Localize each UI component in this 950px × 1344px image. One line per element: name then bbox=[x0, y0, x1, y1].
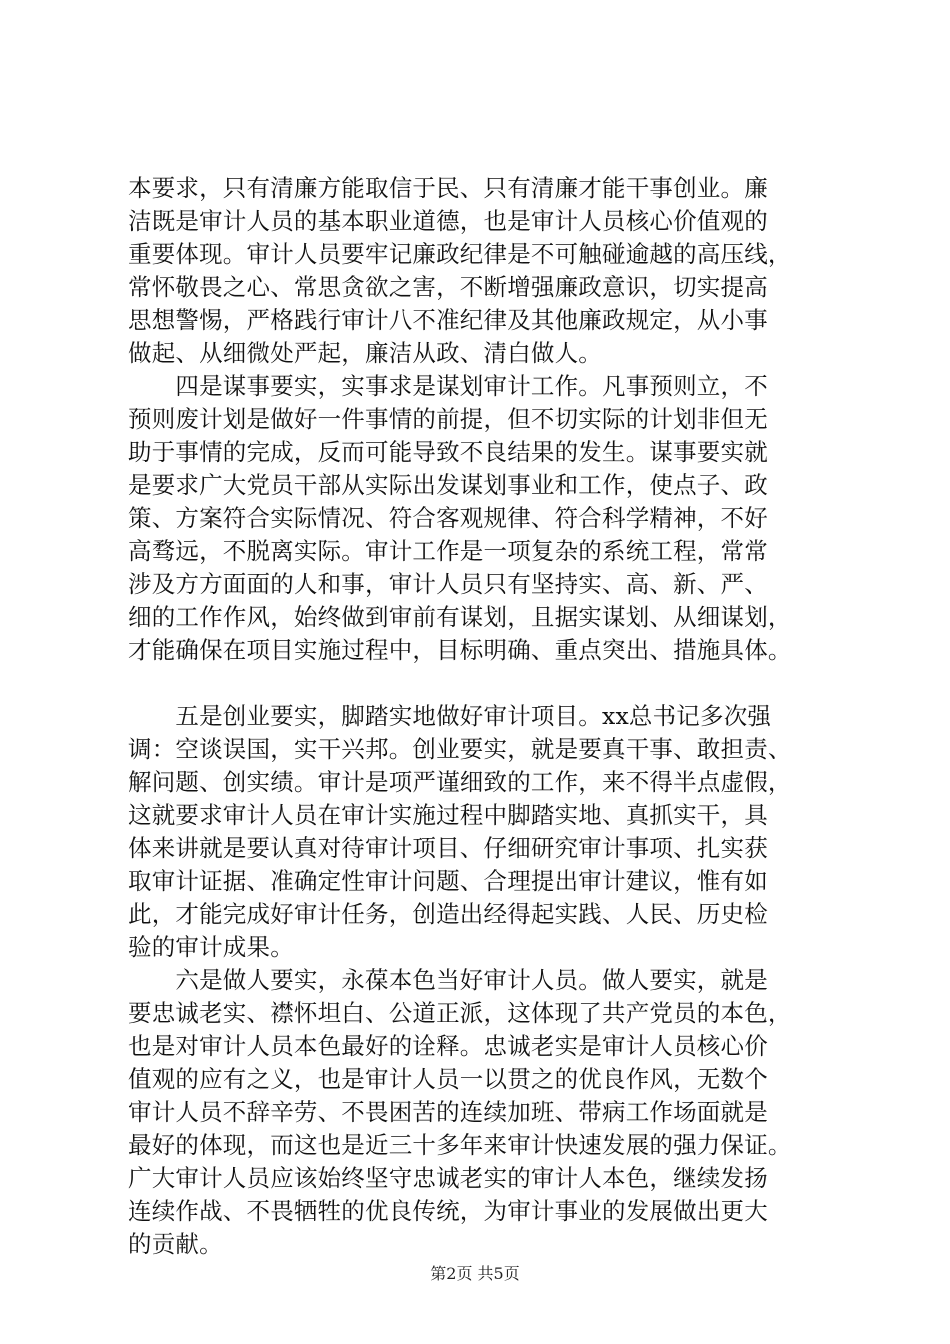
text-line: 涉及方方面面的人和事，审计人员只有坚持实、高、新、严、 bbox=[128, 570, 768, 598]
text-line: 值观的应有之义，也是审计人员一以贯之的优良作风，无数个 bbox=[128, 1065, 768, 1093]
text-line: 验的审计成果。 bbox=[128, 933, 294, 961]
text-line: 审计人员不辞辛劳、不畏困苦的连续加班、带病工作场面就是 bbox=[128, 1098, 768, 1126]
text-line: 预则废计划是做好一件事情的前提，但不切实际的计划非但无 bbox=[128, 405, 768, 433]
text-line: 本要求，只有清廉方能取信于民、只有清廉才能干事创业。廉 bbox=[128, 174, 768, 202]
text-line: 取审计证据、准确定性审计问题、合理提出审计建议，惟有如 bbox=[128, 867, 768, 895]
text-line: 助于事情的完成，反而可能导致不良结果的发生。谋事要实就 bbox=[128, 438, 768, 466]
text-line: 细的工作作风，始终做到审前有谋划，且据实谋划、从细谋划， bbox=[128, 603, 792, 631]
text-line: 体来讲就是要认真对待审计项目、仔细研究审计事项、扎实获 bbox=[128, 834, 768, 862]
text-line: 高骛远，不脱离实际。审计工作是一项复杂的系统工程，常常 bbox=[128, 537, 768, 565]
text-line: 四是谋事要实，实事求是谋划审计工作。凡事预则立，不 bbox=[128, 372, 768, 400]
page-footer: 第2页 共5页 bbox=[430, 1264, 520, 1283]
text-line: 最好的体现，而这也是近三十多年来审计快速发展的强力保证。 bbox=[128, 1131, 792, 1159]
text-line: 此，才能完成好审计任务，创造出经得起实践、人民、历史检 bbox=[128, 900, 768, 928]
text-line: 策、方案符合实际情况、符合客观规律、符合科学精神，不好 bbox=[128, 504, 768, 532]
text-line: 做起、从细微处严起，廉洁从政、清白做人。 bbox=[128, 339, 602, 367]
text-line: 也是对审计人员本色最好的诠释。忠诚老实是审计人员核心价 bbox=[128, 1032, 768, 1060]
text-line: 这就要求审计人员在审计实施过程中脚踏实地、真抓实干，具 bbox=[128, 801, 768, 829]
text-line: 洁既是审计人员的基本职业道德，也是审计人员核心价值观的 bbox=[128, 207, 768, 235]
text-line: 的贡献。 bbox=[128, 1230, 223, 1258]
text-line: 要忠诚老实、襟怀坦白、公道正派，这体现了共产党员的本色， bbox=[128, 999, 792, 1027]
text-line: 重要体现。审计人员要牢记廉政纪律是不可触碰逾越的高压线， bbox=[128, 240, 792, 268]
text-line: 六是做人要实，永葆本色当好审计人员。做人要实，就是 bbox=[128, 966, 768, 994]
paragraph-gap bbox=[128, 667, 828, 700]
text-line: 调：空谈误国，实干兴邦。创业要实，就是要真干事、敢担责、 bbox=[128, 735, 792, 763]
text-line: 解问题、创实绩。审计是项严谨细致的工作，来不得半点虚假， bbox=[128, 768, 792, 796]
text-line: 广大审计人员应该始终坚守忠诚老实的审计人本色，继续发扬 bbox=[128, 1164, 768, 1192]
text-line: 才能确保在项目实施过程中，目标明确、重点突出、措施具体。 bbox=[128, 636, 792, 664]
body-text bbox=[128, 172, 828, 1261]
text-line: 五是创业要实，脚踏实地做好审计项目。xx总书记多次强 bbox=[128, 702, 772, 730]
text-line: 是要求广大党员干部从实际出发谋划事业和工作，使点子、政 bbox=[128, 471, 768, 499]
text-line: 连续作战、不畏牺牲的优良传统，为审计事业的发展做出更大 bbox=[128, 1197, 768, 1225]
text-line: 常怀敬畏之心、常思贪欲之害，不断增强廉政意识，切实提高 bbox=[128, 273, 768, 301]
text-line: 思想警惕，严格践行审计八不准纪律及其他廉政规定，从小事 bbox=[128, 306, 768, 334]
